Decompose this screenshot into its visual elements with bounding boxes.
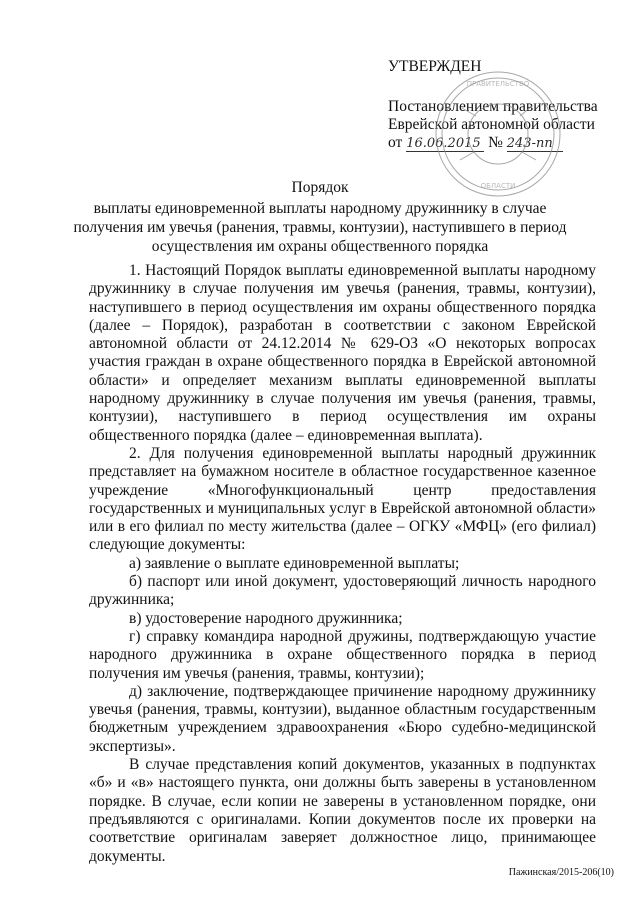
list-item: а) заявление о выплате единовременной выплаты; <box>129 554 460 572</box>
list-item: в) удостоверение народного дружинника; <box>129 609 403 627</box>
footer-code: Пажинская/2015-206(10) <box>508 867 614 878</box>
document-body <box>89 262 596 866</box>
approval-from-label: от <box>388 134 403 151</box>
approval-line-1: Постановлением правительства <box>388 98 598 115</box>
svg-text:ОБЛАСТИ: ОБЛАСТИ <box>480 182 516 190</box>
approval-date: 16.06.2015 <box>406 137 484 152</box>
approval-title: УТВЕРЖДЕН <box>388 58 482 75</box>
document-subtitle: выплаты единовременной выплаты народному дружиннику в случае получения им увечья (ранения, травмы, контузии), наступившего в период осуществления им охраны общественного порядка <box>73 200 567 255</box>
document-heading <box>60 178 580 256</box>
document-title: Порядок <box>291 179 349 196</box>
list-item: б) паспорт или иной документ, удостоверяющий личность народного дружинника; <box>89 573 596 609</box>
approval-line-2: Еврейской автономной области <box>388 116 595 133</box>
paragraph: 1. Настоящий Порядок выплаты единовременной выплаты народному дружиннику в случае получения им увечья (ранения, травмы, контузии), наступившего в период осуществления им охраны общественного порядка (далее – Порядок), разработан в соответствии с законом Еврейской автономной области от 24.12.2014 № 629-ОЗ «О некоторых вопросах участия граждан в охране общественного порядка в Еврейской автономной области» и определяет механизм выплаты единовременной выплаты народному дружиннику в случае получения им увечья (ранения, травмы, контузии), наступившего в период осуществления им охраны общественного порядка (далее – единовременная выплата). <box>89 262 596 444</box>
list-item: д) заключение, подтверждающее причинение народному дружиннику увечья (ранения, травмы, контузии), выданное областным государственным бюджетным учреждением здравоохранения «Бюро судебно-медицинской экспертизы». <box>89 682 596 755</box>
paragraph: 2. Для получения единовременной выплаты народный дружинник представляет на бумажном носителе в областное государственное казенное учреждение «Многофункциональный центр предоставления государственных и муниципальных услуг в Еврейской автономной области» или в его филиал по месту жительства (далее – ОГКУ «МФЦ» (его филиал) следующие документы: <box>89 444 596 554</box>
approval-number-label: № <box>488 134 503 151</box>
paragraph: В случае представления копий документов, указанных в подпунктах «б» и «в» настоящего пункта, они должны быть заверены в установленном порядке. В случае, если копии не заверены в установленном порядке, они предъявляются с оригиналами. Копии документов после их проверки на соответствие оригиналам заверяет должностное лицо, принимающее документы. <box>89 756 596 865</box>
svg-text:ПРАВИТЕЛЬСТВО: ПРАВИТЕЛЬСТВО <box>466 80 530 88</box>
approval-number: 243-пп <box>507 137 563 152</box>
list-item: г) справку командира народной дружины, подтверждающую участие народного дружинника в охране общественного порядка в период получения им увечья (ранения, травмы, контузии); <box>89 627 596 682</box>
